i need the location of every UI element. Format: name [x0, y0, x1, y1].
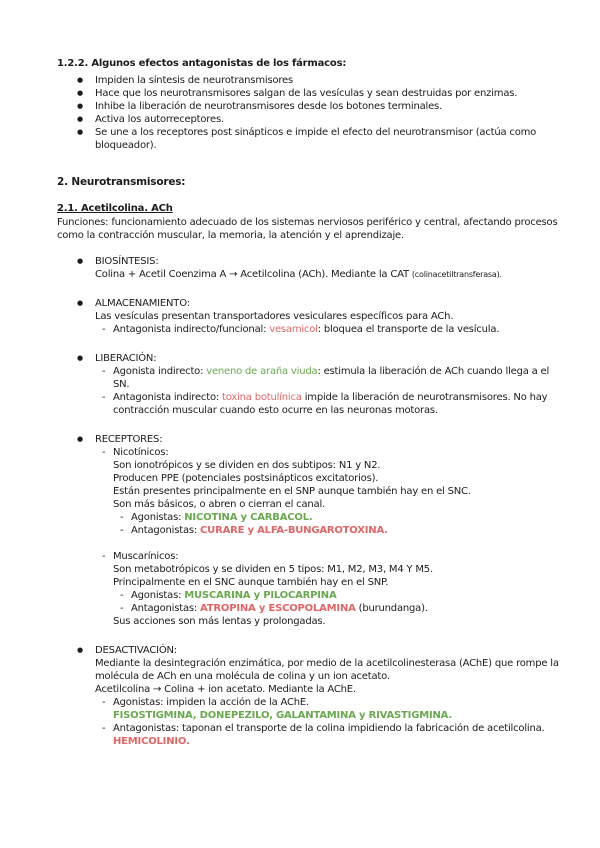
- drug-veneno-arana: veneno de araña viuda: [206, 366, 318, 377]
- section-receptores: [57, 433, 560, 628]
- list-item: ● Inhibe la liberación de neurotransmisores desde los botones terminales.: [57, 100, 560, 113]
- drug-hemicolinio: HEMICOLINIO.: [113, 736, 190, 747]
- drug-curare-bungarotoxina: CURARE y ALFA-BUNGAROTOXINA.: [200, 525, 388, 536]
- almacenamiento-title: ● ALMACENAMIENTO:: [95, 298, 190, 309]
- drug-nicotina-carbacol: NICOTINA y CARBACOL.: [184, 512, 313, 523]
- liberacion-list: [95, 365, 560, 417]
- nicotinicos-drugs: [113, 511, 560, 537]
- drug-vesamicol: vesamicol: [269, 324, 318, 335]
- list-item: - Agonistas: MUSCARINA y PILOCARPINA: [113, 589, 560, 602]
- list-item: ● Hace que los neurotransmisores salgan de las vesículas y sean destruidas por enzimas.: [57, 87, 560, 100]
- nicotinicos-title: - Nicotínicos:: [113, 447, 169, 458]
- receptores-list: [95, 446, 560, 628]
- list-item: - Antagonistas: CURARE y ALFA-BUNGAROTOXINA.: [113, 524, 560, 537]
- almacenamiento-text: Las vesículas presentan transportadores vesiculares específicos para ACh.: [95, 311, 454, 322]
- muscarinicos-drugs: [113, 589, 560, 615]
- list-item: - Antagonista indirecto: toxina botulínica impide la liberación de neurotransmisores. No hay contracción muscular cuando esto ocurre en las neuronas motoras.: [95, 391, 560, 417]
- receptor-muscarinicos: [95, 550, 560, 628]
- desactivacion-text: Acetilcolina → Colina + ion acetato. Mediante la AChE.: [95, 684, 356, 695]
- antagonists-list: [57, 74, 560, 152]
- list-item: - Agonista indirecto: veneno de araña viuda: estimula la liberación de ACh cuando llega a el SN.: [95, 365, 560, 391]
- list-item: ● Activa los autorreceptores.: [57, 113, 560, 126]
- cat-note: (colinacetiltransferasa).: [411, 270, 502, 279]
- liberacion-title: ● LIBERACIÓN:: [95, 353, 157, 364]
- receptor-nicotinicos: [95, 446, 560, 550]
- list-item: - Antagonistas: ATROPINA y ESCOPOLAMINA (burundanga).: [113, 602, 560, 615]
- section-desactivacion: [57, 644, 560, 748]
- drug-toxina-botulinica: toxina botulínica: [222, 392, 302, 403]
- biosintesis-title: ● BIOSÍNTESIS:: [95, 256, 159, 267]
- list-item: ● Se une a los receptores post sinápticos e impide el efecto del neurotransmisor (actúa como bloqueador).: [57, 126, 560, 152]
- list-item: ● Impiden la síntesis de neurotransmisores: [57, 74, 560, 87]
- nicotinicos-line: Son más básicos, o abren o cierran el canal.: [113, 499, 325, 510]
- section-heading-neurotransmisores: 2. Neurotransmisores:: [57, 176, 186, 188]
- desactivacion-list: [95, 696, 560, 748]
- ach-intro: Funciones: funcionamiento adecuado de los sistemas nerviosos periférico y central, afectando procesos como la contracción muscular, la memoria, la atención y el aprendizaje.: [57, 217, 558, 241]
- nicotinicos-line: Están presentes principalmente en el SNP aunque también hay en el SNC.: [113, 486, 471, 497]
- drug-muscarina-pilocarpina: MUSCARINA y PILOCARPINA: [184, 590, 337, 601]
- biosintesis-text: Colina + Acetil Coenzima A → Acetilcolina (ACh). Mediante la CAT (colinacetiltransferasa).: [95, 269, 502, 280]
- muscarinicos-line: Sus acciones son más lentas y prolongadas.: [113, 616, 326, 627]
- section-liberacion: [57, 352, 560, 417]
- list-item: - Antagonista indirecto/funcional: vesamicol: bloquea el transporte de la vesícula.: [95, 323, 560, 336]
- desactivacion-title: ● DESACTIVACIÓN:: [95, 645, 177, 656]
- antagonists-heading: 1.2.2. Algunos efectos antagonistas de los fármacos:: [57, 58, 347, 69]
- list-item: - Agonistas: impiden la acción de la AChE. FISOSTIGMINA, DONEPEZILO, GALANTAMINA y RIVASTIGMINA.: [95, 696, 560, 722]
- nicotinicos-line: Producen PPE (potenciales postsinápticos excitatorios).: [113, 473, 379, 484]
- drug-atropina-escopolamina: ATROPINA y ESCOPOLAMINA: [200, 603, 356, 614]
- drug-anticolinesterasicos: FISOSTIGMINA, DONEPEZILO, GALANTAMINA y RIVASTIGMINA.: [113, 710, 452, 721]
- muscarinicos-title: - Muscarínicos:: [113, 551, 179, 562]
- muscarinicos-line: Principalmente en el SNC aunque también hay en el SNP.: [113, 577, 389, 588]
- almacenamiento-list: [95, 323, 560, 336]
- receptores-title: ● RECEPTORES:: [95, 434, 163, 445]
- list-item: - Antagonistas: taponan el transporte de la colina impidiendo la fabricación de acetilcolina. HEMICOLINIO.: [95, 722, 560, 748]
- section-biosintesis: [57, 255, 560, 281]
- desactivacion-text: Mediante la desintegración enzimática, por medio de la acetilcolinesterasa (AChE) que rompe la molécula de ACh en una molécula de colina y un ion acetato.: [95, 658, 559, 682]
- section-almacenamiento: [57, 297, 560, 336]
- list-item: - Agonistas: NICOTINA y CARBACOL.: [113, 511, 560, 524]
- nicotinicos-line: Son ionotrópicos y se dividen en dos subtipos: N1 y N2.: [113, 460, 381, 471]
- muscarinicos-line: Son metabotrópicos y se dividen en 5 tipos: M1, M2, M3, M4 Y M5.: [113, 564, 433, 575]
- subsection-heading-acetilcolina: 2.1. Acetilcolina. ACh: [57, 203, 173, 214]
